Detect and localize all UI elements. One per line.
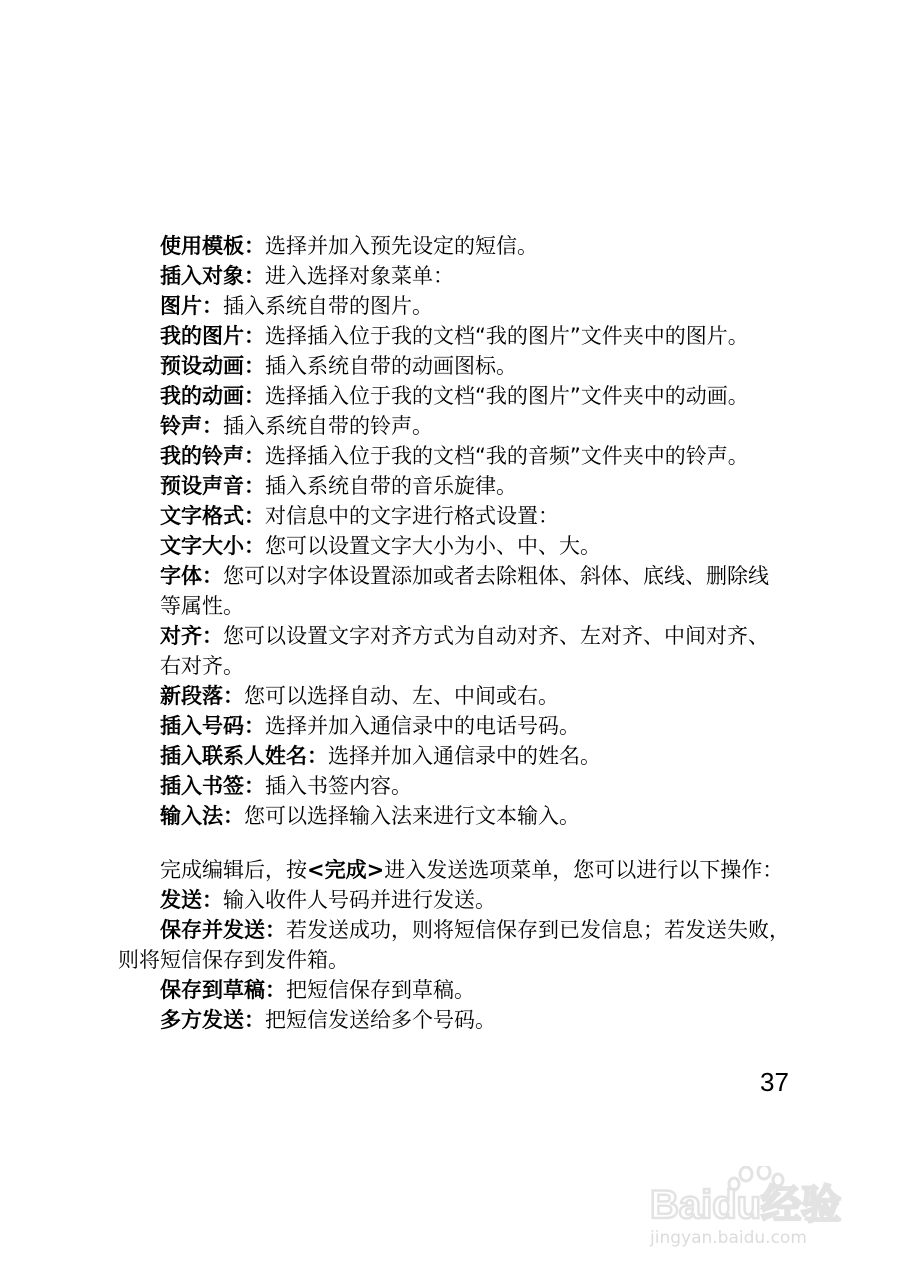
send-option: [160, 1006, 496, 1034]
list-item: [160, 712, 580, 740]
term-description: 您可以选择输入法来进行文本输入。: [244, 804, 580, 828]
send-option: [160, 976, 475, 1004]
term-label: 插入对象：: [160, 264, 265, 288]
list-item: [160, 382, 749, 410]
term-label: 我的图片：: [160, 324, 265, 348]
term-description: 等属性。: [160, 594, 244, 618]
term-label: 我的铃声：: [160, 444, 265, 468]
term-label: 预设动画：: [160, 354, 265, 378]
list-item: [160, 802, 580, 830]
list-item: [160, 262, 454, 290]
term-description: 若发送成功，则将短信保存到已发信息；若发送失败，: [286, 918, 790, 942]
list-item: [160, 772, 412, 800]
term-description: 插入系统自带的动画图标。: [265, 354, 517, 378]
send-option: [160, 916, 790, 944]
term-label: 预设声音：: [160, 474, 265, 498]
list-item-continuation: [160, 592, 244, 620]
term-label: 使用模板：: [160, 234, 265, 258]
list-item: [160, 622, 769, 650]
term-label: 保存并发送：: [160, 918, 286, 942]
term-description: 插入系统自带的铃声。: [223, 414, 433, 438]
term-label: 保存到草稿：: [160, 978, 286, 1002]
term-label: 对齐：: [160, 624, 223, 648]
term-label: 文字格式：: [160, 504, 265, 528]
term-description: 选择并加入预先设定的短信。: [265, 234, 538, 258]
term-description: 输入收件人号码并进行发送。: [223, 888, 496, 912]
send-option: [160, 886, 496, 914]
term-label: 多方发送：: [160, 1008, 265, 1032]
term-label: 插入书签：: [160, 774, 265, 798]
term-description: 插入系统自带的图片。: [223, 294, 433, 318]
term-description: 把短信发送给多个号码。: [265, 1008, 496, 1032]
term-description: 进入选择对象菜单：: [265, 264, 454, 288]
term-description: 右对齐。: [160, 654, 244, 678]
list-item: [160, 472, 517, 500]
term-description: 插入书签内容。: [265, 774, 412, 798]
term-label: 字体：: [160, 564, 223, 588]
list-item: [160, 292, 433, 320]
term-description: 选择并加入通信录中的姓名。: [328, 744, 601, 768]
list-item: [160, 412, 433, 440]
page-number: 37: [760, 1067, 789, 1097]
list-item: [160, 532, 601, 560]
send-option-continuation: [118, 946, 349, 974]
list-item: [160, 502, 559, 530]
term-description: 把短信保存到草稿。: [286, 978, 475, 1002]
term-label: 新段落：: [160, 684, 244, 708]
term-label: 插入联系人姓名：: [160, 744, 328, 768]
term-label: 图片：: [160, 294, 223, 318]
term-label: 铃声：: [160, 414, 223, 438]
term-description: 则将短信保存到发件箱。: [118, 948, 349, 972]
term-description: 插入系统自带的音乐旋律。: [265, 474, 517, 498]
logo-text: Baidu经验: [650, 1183, 842, 1226]
list-item: [160, 562, 769, 590]
term-label: 文字大小：: [160, 534, 265, 558]
watermark-url: jingyan.baidu.com: [650, 1228, 807, 1248]
term-description: 对信息中的文字进行格式设置：: [265, 504, 559, 528]
list-item: [160, 232, 538, 260]
term-label: 输入法：: [160, 804, 244, 828]
done-key-label: <完成>: [307, 858, 385, 882]
list-item: [160, 322, 749, 350]
list-item: [160, 442, 749, 470]
list-item: [160, 742, 601, 770]
term-label: 插入号码：: [160, 714, 265, 738]
list-item: [160, 682, 559, 710]
term-description: 您可以选择自动、左、中间或右。: [244, 684, 559, 708]
intro-paragraph: [160, 856, 783, 884]
term-label: 我的动画：: [160, 384, 265, 408]
term-description: 选择并加入通信录中的电话号码。: [265, 714, 580, 738]
intro-text: 进入发送选项菜单，您可以进行以下操作：: [384, 858, 784, 882]
term-description: 您可以设置文字大小为小、中、大。: [265, 534, 601, 558]
baidu-jingyan-watermark: [648, 1140, 858, 1260]
term-description: 选择插入位于我的文档“我的图片”文件夹中的图片。: [265, 324, 749, 348]
term-description: 您可以设置文字对齐方式为自动对齐、左对齐、中间对齐、: [223, 624, 769, 648]
baidu-jingyan-logo: [648, 1166, 858, 1226]
term-label: 发送：: [160, 888, 223, 912]
list-item-continuation: [160, 652, 244, 680]
term-description: 选择插入位于我的文档“我的音频”文件夹中的铃声。: [265, 444, 749, 468]
list-item: [160, 352, 517, 380]
term-description: 选择插入位于我的文档“我的图片”文件夹中的动画。: [265, 384, 749, 408]
term-description: 您可以对字体设置添加或者去除粗体、斜体、底线、删除线: [223, 564, 769, 588]
intro-text: 完成编辑后，按: [160, 858, 307, 882]
